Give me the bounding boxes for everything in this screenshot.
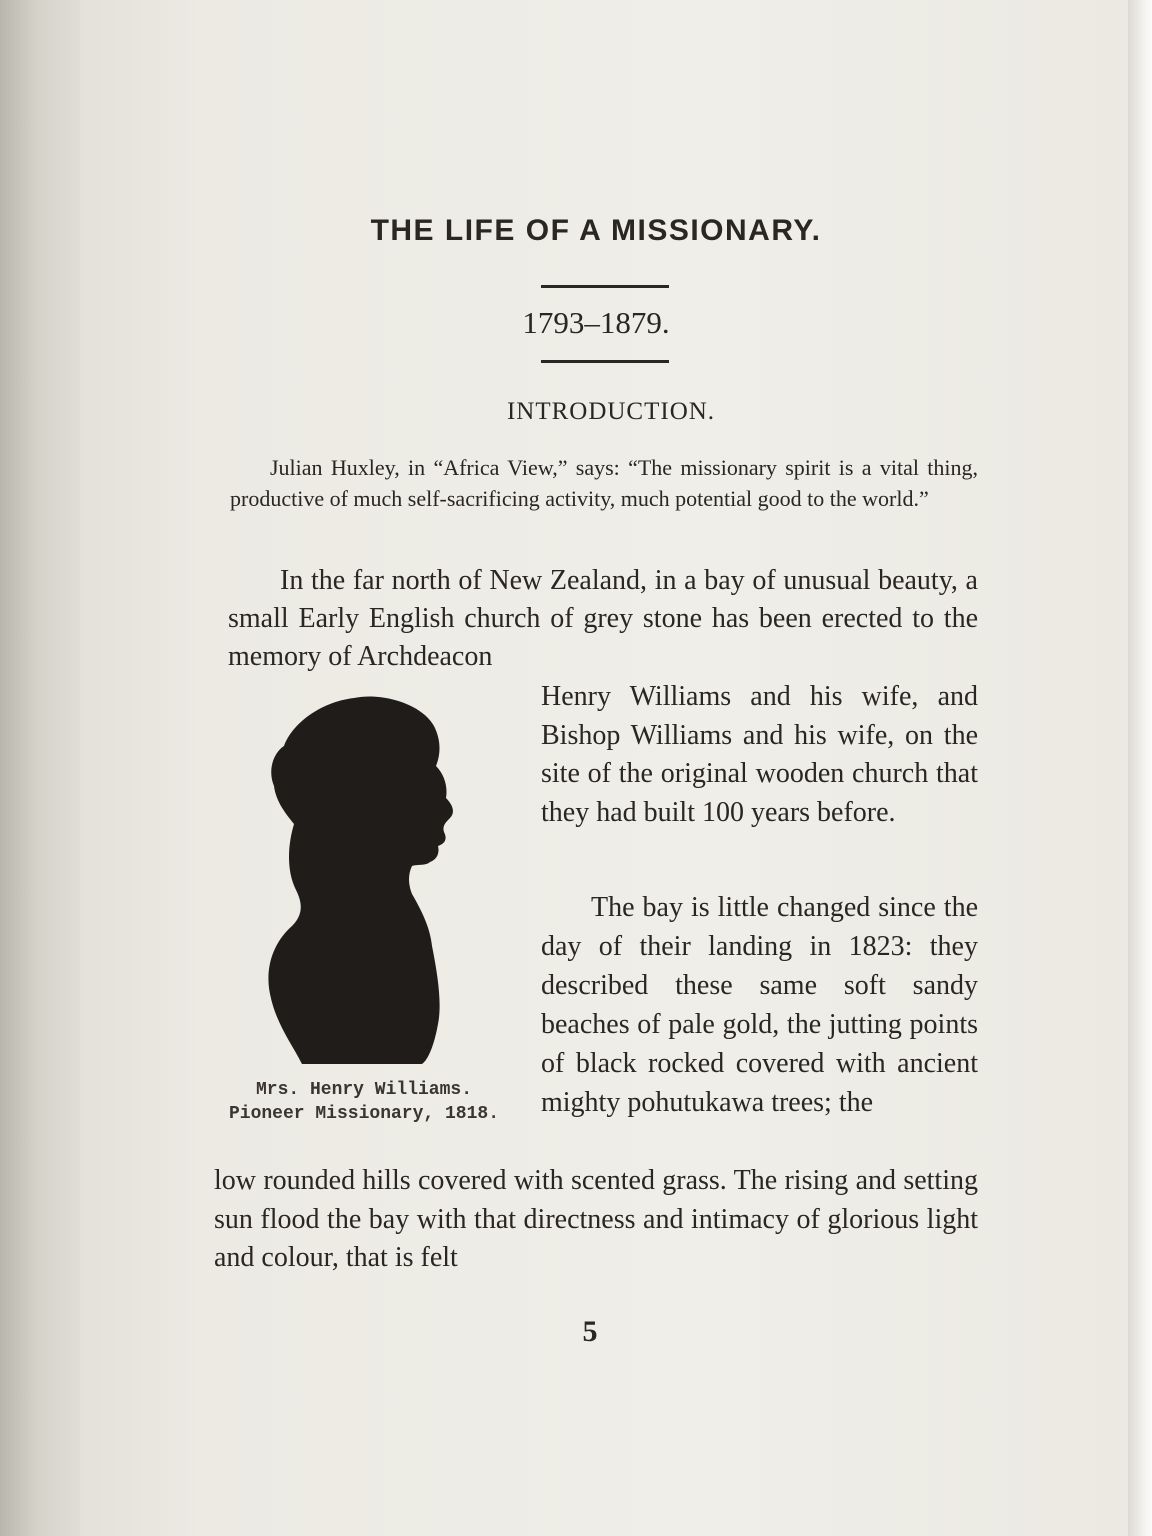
title-rule-top [541,285,669,288]
page-edge [1128,0,1152,1536]
paragraph-1-continued: Henry Williams and his wife, and Bishop Williams and his wife, on the site of the original wooden church that they had built 100 years before. [541,681,978,828]
caption-line-1: Mrs. Henry Williams. [255,1080,473,1100]
epigraph-quote: Julian Huxley, in “Africa View,” says: “The missionary spirit is a vital thing, productive of much self-sacrificing activity, much potential good to the world.” [230,455,978,511]
silhouette-portrait [262,694,462,1064]
introduction-heading: INTRODUCTION. [506,398,716,425]
paragraph-1-opening: In the far north of New Zealand, in a bay of unusual beauty, a small Early English church of grey stone has been erected to the memory of Archdeacon [228,565,978,672]
title-rule-bottom [541,360,669,363]
figure-caption [214,1078,514,1126]
caption-line-2: Pioneer Missionary, 1818. [228,1104,500,1124]
paragraph-2-opening: The bay is little changed since the day of their landing in 1823: they described these same soft sandy beaches of pale gold, the jutting points of black rocked covered with ancient mighty pohutukawa trees; the [541,892,978,1118]
date-range: 1793–1879. [522,305,670,340]
page-title: THE LIFE OF A MISSIONARY. [370,214,822,247]
paragraph-2-continued: low rounded hills covered with scented grass. The rising and setting sun flood the bay with that directness and intimacy of glorious light and colour, that is felt [214,1165,978,1273]
page-number: 5 [582,1315,598,1348]
